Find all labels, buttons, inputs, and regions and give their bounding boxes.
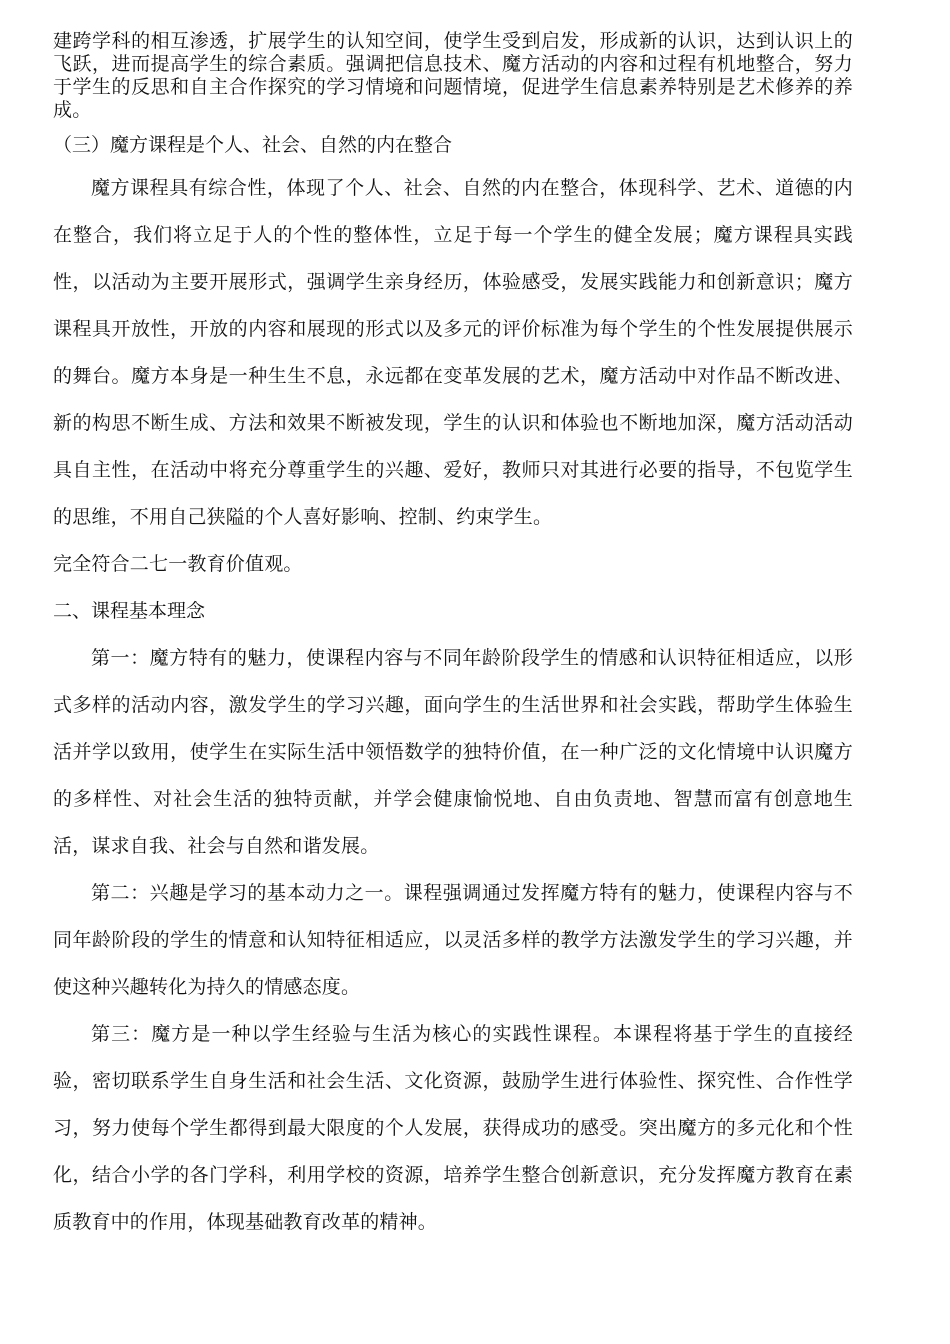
section-3-closing: 完全符合二七一教育价值观。 bbox=[53, 553, 303, 575]
intro-paragraph: 建跨学科的相互渗透，扩展学生的认知空间，使学生受到启发，形成新的认识，达到认识上的飞跃，进而提高学生的综合素质。强调把信息技术、魔方活动的内容和过程有机地整合，努力于学生的反思和自主合作探究的学习情境和问题情境，促进学生信息素养特别是艺术修养的养成。 bbox=[53, 30, 853, 121]
document-page bbox=[53, 30, 853, 1246]
section-two-title: 二、课程基本理念 bbox=[53, 600, 206, 622]
principle-point-1: 第一：魔方特有的魅力，使课程内容与不同年龄阶段学生的情感和认识特征相适应，以形式多样的活动内容，激发学生的学习兴趣，面向学生的生活世界和社会实践，帮助学生体验生活并学以致用，使学生在实际生活中领悟数学的独特价值，在一种广泛的文化情境中认识魔方的多样性、对社会生活的独特贡献，并学会健康愉悦地、自由负责地、智慧而富有创意地生活，谋求自我、社会与自然和谐发展。 bbox=[53, 647, 853, 857]
section-3-title: （三）魔方课程是个人、社会、自然的内在整合 bbox=[53, 134, 453, 156]
section-3-paragraph: 魔方课程具有综合性，体现了个人、社会、自然的内在整合，体现科学、艺术、道德的内在整合，我们将立足于人的个性的整体性，立足于每一个学生的健全发展；魔方课程具实践性，以活动为主要开展形式，强调学生亲身经历，体验感受，发展实践能力和创新意识；魔方课程具开放性，开放的内容和展现的形式以及多元的评价标准为每个学生的个性发展提供展示的舞台。魔方本身是一种生生不息，永远都在变革发展的艺术，魔方活动中对作品不断改进、新的构思不断生成、方法和效果不断被发现，学生的认识和体验也不断地加深，魔方活动活动具自主性，在活动中将充分尊重学生的兴趣、爱好，教师只对其进行必要的指导，不包览学生的思维，不用自己狭隘的个人喜好影响、控制、约束学生。 bbox=[53, 177, 853, 528]
principle-point-2: 第二：兴趣是学习的基本动力之一。课程强调通过发挥魔方特有的魅力，使课程内容与不同年龄阶段的学生的情意和认知特征相适应，以灵活多样的教学方法激发学生的学习兴趣，并使这种兴趣转化为持久的情感态度。 bbox=[53, 882, 853, 998]
principle-point-3: 第三：魔方是一种以学生经验与生活为核心的实践性课程。本课程将基于学生的直接经验，密切联系学生自身生活和社会生活、文化资源，鼓励学生进行体验性、探究性、合作性学习，努力使每个学生都得到最大限度的个人发展，获得成功的感受。突出魔方的多元化和个性化，结合小学的各门学科，利用学校的资源，培养学生整合创新意识，充分发挥魔方教育在素质教育中的作用，体现基础教育改革的精神。 bbox=[53, 1023, 853, 1233]
